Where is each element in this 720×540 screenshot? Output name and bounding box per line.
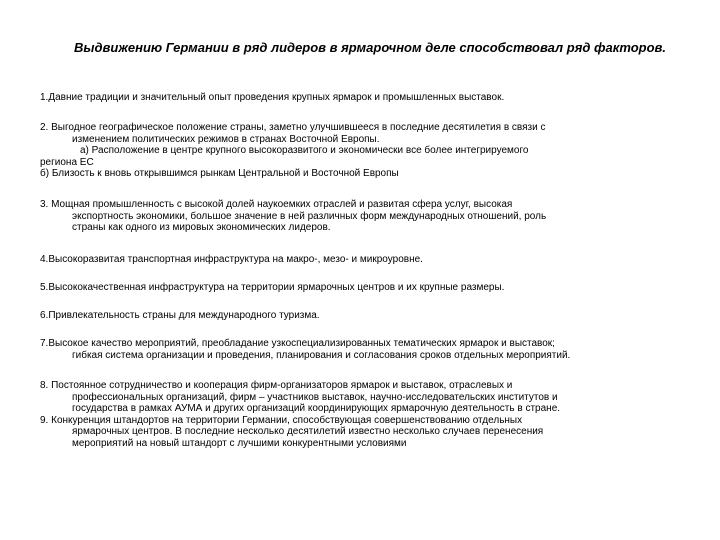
item-text: 3. Мощная промышленность с высокой долей наукоемких отраслей и развитая сфера услуг, высокая bbox=[40, 199, 513, 210]
item-9-text-cont: ярмарочных центров. В последние несколько десятилетий известно несколько случаев перенесения bbox=[72, 426, 544, 437]
sub-item-a-cont: региона ЕС bbox=[40, 156, 94, 168]
item-text: 7.Высокое качество мероприятий, преобладание узкоспециализированных тематических ярмарок и выставок; bbox=[40, 338, 555, 349]
item-text: 6.Привлекательность страны для международного туризма. bbox=[40, 310, 320, 321]
sub-item-b: б) Близость к вновь открывшимся рынкам Центральной и Восточной Европы bbox=[40, 168, 399, 179]
item-9-text: 9. Конкуренция штандортов на территории Германии, способствующая совершенствованию отдельных bbox=[40, 414, 523, 426]
list-item bbox=[40, 282, 504, 294]
item-9-text-cont2: мероприятий на новый штандорт с лучшими конкурентными условиями bbox=[72, 437, 407, 449]
item-text-cont2: страны как одного из мировых экономических лидеров. bbox=[72, 222, 331, 233]
item-text: 8. Постоянное сотрудничество и кооперация фирм-организаторов ярмарок и выставок, отраслевых и bbox=[40, 380, 513, 391]
item-text-cont: профессиональных организаций, фирм – участников выставок, научно-исследовательских институтов и bbox=[72, 391, 558, 403]
item-text: 1.Давние традиции и значительный опыт проведения крупных ярмарок и промышленных выставок. bbox=[40, 92, 505, 103]
list-item bbox=[40, 380, 685, 449]
list-item bbox=[40, 254, 423, 266]
list-item bbox=[40, 338, 685, 361]
item-text-cont2: государства в рамках АУМА и других организаций координирующих ярмарочную деятельность в стране. bbox=[72, 403, 561, 414]
list-item bbox=[40, 122, 685, 180]
item-text-cont: гибкая система организации и проведения, планирования и согласования сроков отдельных мероприятий. bbox=[72, 349, 571, 361]
sub-item-a: а) Расположение в центре крупного высокоразвитого и экономически все более интегрируемого bbox=[80, 145, 529, 156]
item-text: 4.Высокоразвитая транспортная инфраструктура на макро-, мезо- и микроуровне. bbox=[40, 254, 423, 265]
page-title: Выдвижению Германии в ряд лидеров в ярмарочном деле способствовал ряд факторов. bbox=[74, 40, 666, 55]
item-text: 5.Высококачественная инфраструктура на территории ярмарочных центров и их крупные размеры. bbox=[40, 282, 505, 293]
item-text-cont: изменением политических режимов в странах Восточной Европы. bbox=[72, 133, 380, 145]
item-text: 2. Выгодное географическое положение страны, заметно улучшившееся в последние десятилетия в связи с bbox=[40, 122, 546, 133]
list-item bbox=[40, 199, 685, 234]
list-item bbox=[40, 310, 320, 322]
item-text-cont: экспортность экономики, большое значение в ней различных форм международных отношений, роль bbox=[72, 210, 547, 222]
list-item bbox=[40, 92, 504, 104]
